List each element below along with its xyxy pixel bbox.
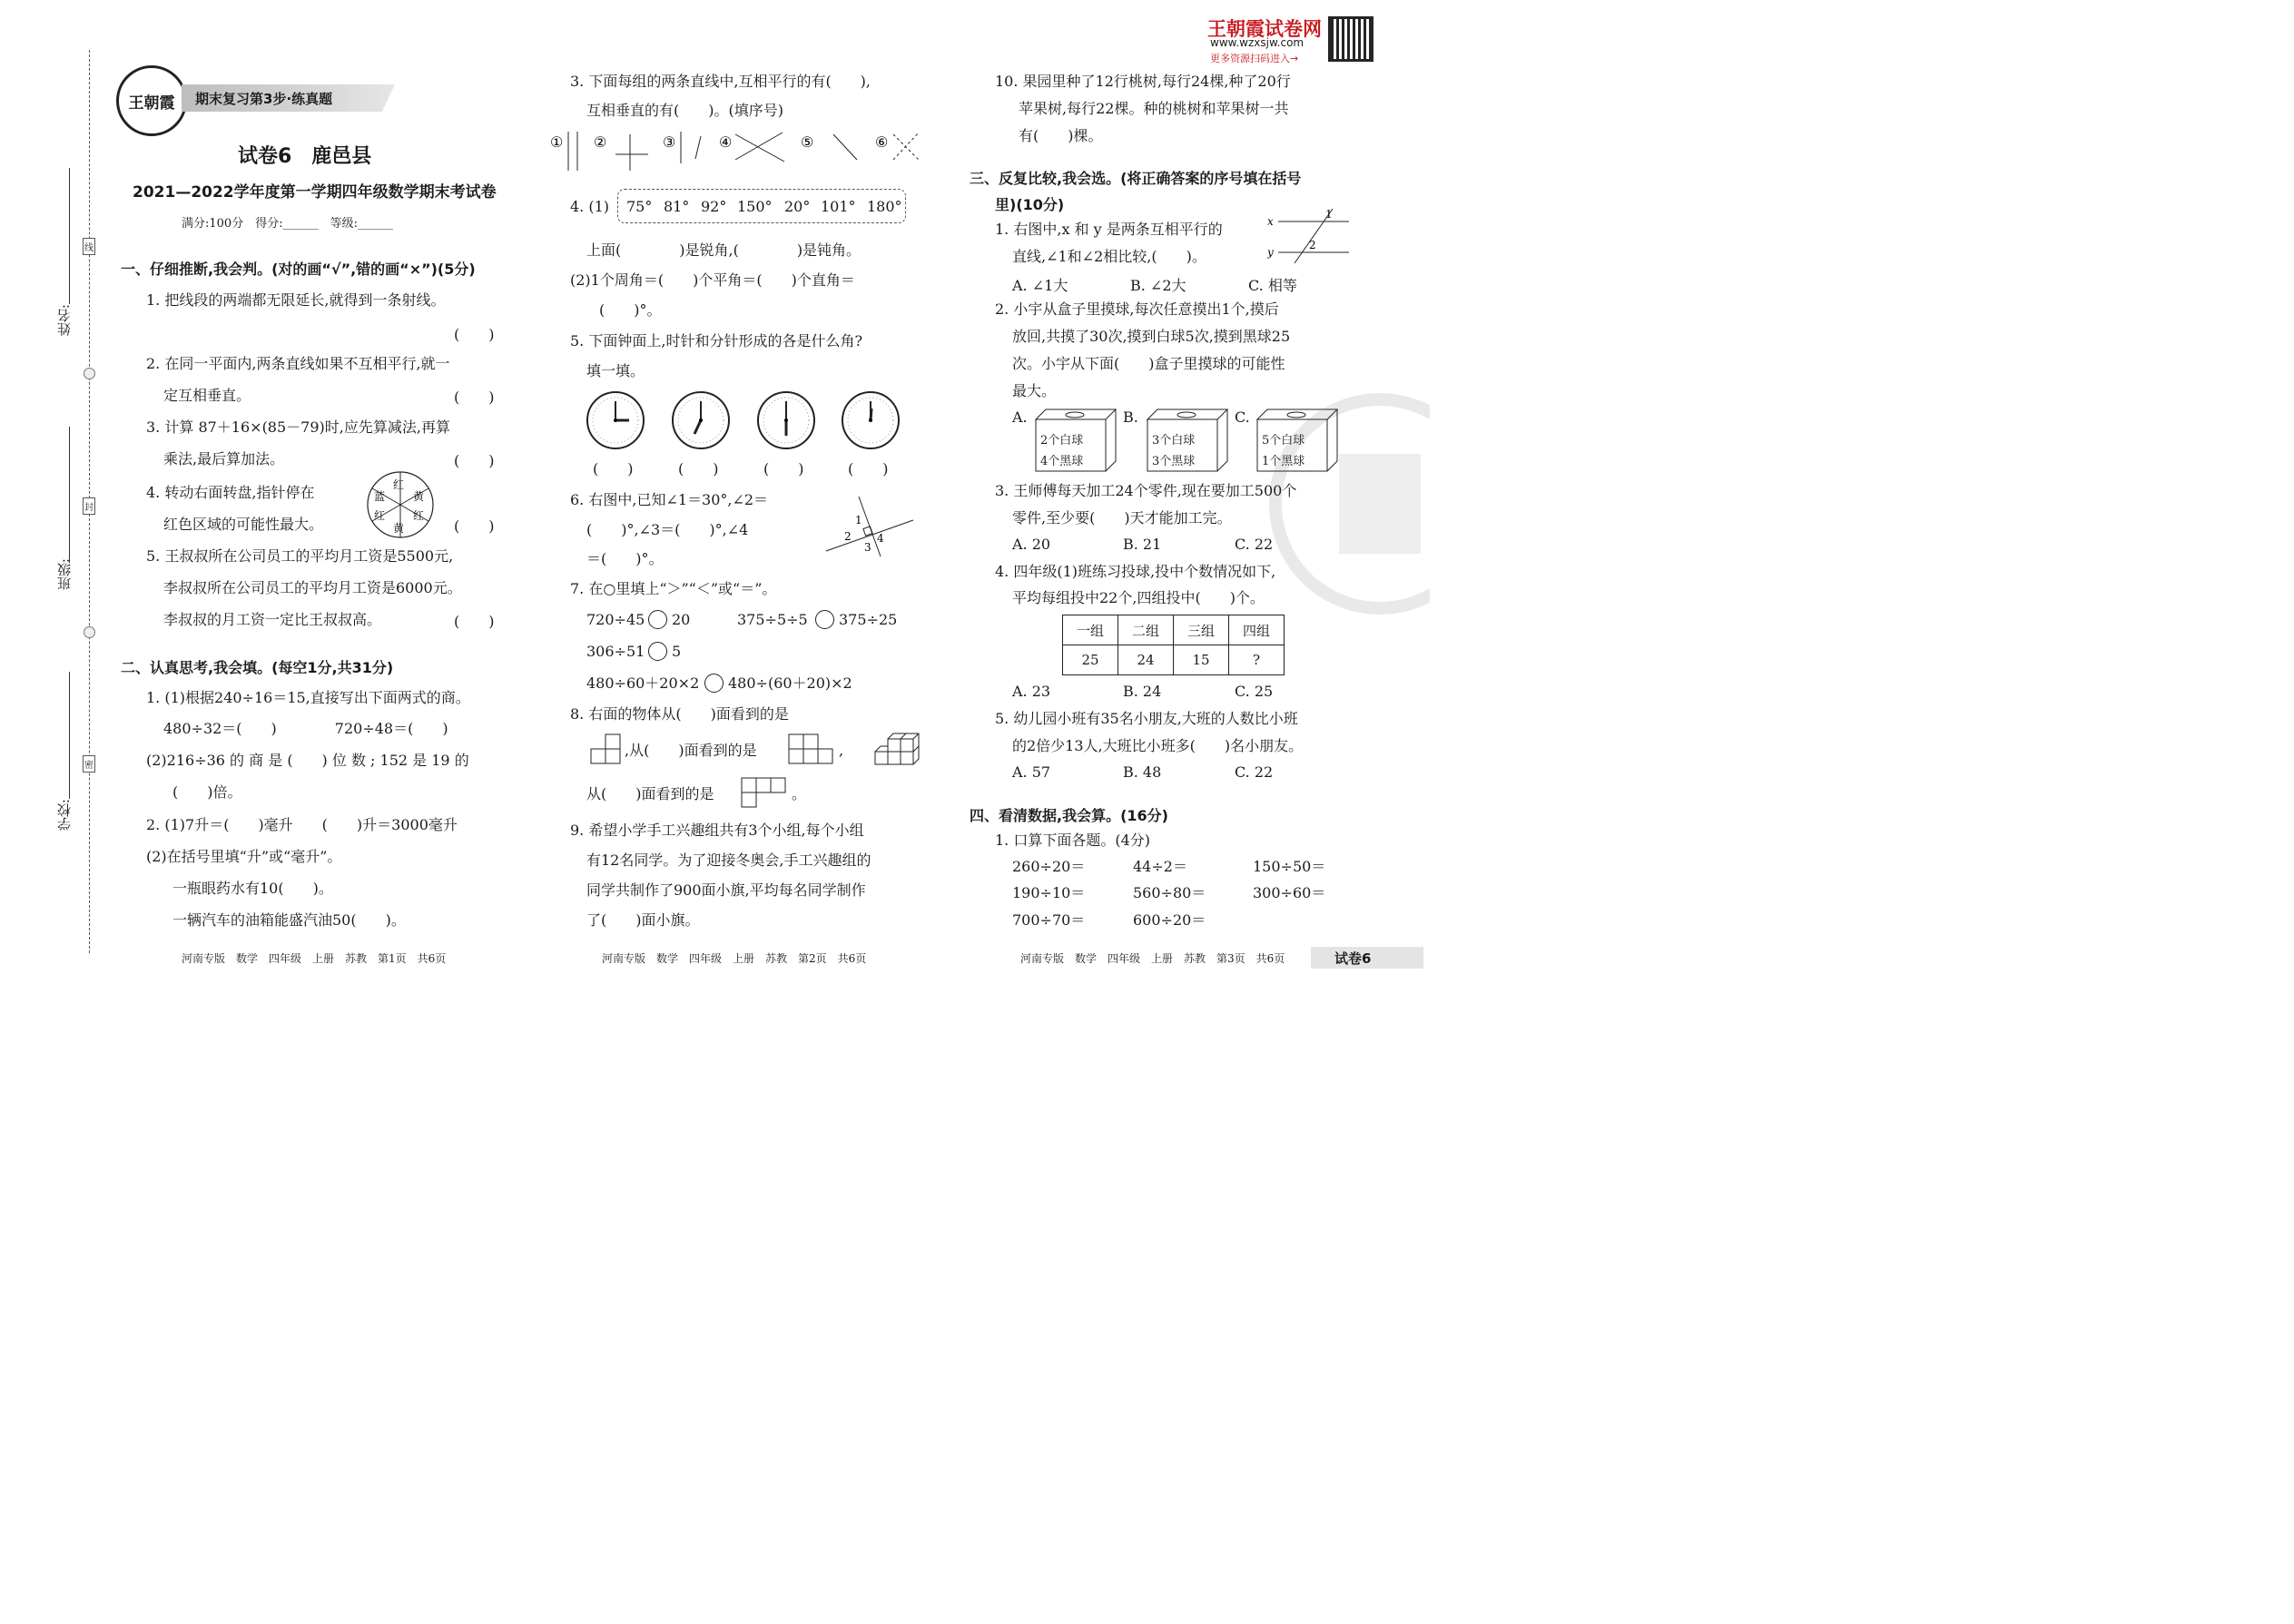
ball-box (1035, 408, 1117, 472)
class-label: 班级: (56, 558, 73, 591)
s3-q1-option-c[interactable]: C. 相等 (1248, 277, 1297, 294)
compare-circle[interactable] (704, 674, 724, 693)
s3-q5a: 5. 幼儿园小班有35名小朋友,大班的人数比小班 (995, 710, 1298, 727)
box-line-1: 5个白球 (1262, 434, 1305, 448)
page-subtitle: 2021—2022学年度第一学期四年级数学期末考试卷 (133, 183, 497, 202)
s3-q3b: 零件,至少要( )天才能加工完。 (1012, 509, 1232, 527)
s3-q2d: 最大。 (1012, 382, 1057, 399)
section-1-heading: 一、仔细推断,我会判。(对的画“√”,错的画“×”)(5分) (121, 261, 476, 278)
s3-q2c: 次。小宇从下面( )盒子里摸球的可能性 (1012, 355, 1285, 372)
s2-q7d: 480÷60＋20×2 (586, 674, 700, 692)
table-header-cell: 三组 (1174, 615, 1229, 645)
seal-mark-3: 密 (83, 755, 95, 773)
s2-q8c2: 。 (792, 785, 807, 802)
qr-code-icon[interactable] (1328, 16, 1373, 62)
s2-q8b: ,从( )面看到的是 (625, 742, 757, 759)
s2-q7c2: 5 (672, 643, 682, 660)
s2-q1c: (2)216÷36 的 商 是 ( ) 位 数 ; 152 是 19 的 (146, 752, 469, 769)
seal-mark-2: 封 (83, 497, 95, 515)
s2-q7: 7. 在○里填上“＞”“＜”或“＝”。 (570, 580, 777, 597)
s2-q3a: 3. 下面每组的两条直线中,互相平行的有( ), (570, 73, 871, 90)
table-header-cell: 二组 (1118, 615, 1174, 645)
throw-table (1062, 615, 1285, 675)
spinner-label: 蓝 (374, 490, 386, 503)
cube-solid-figure (871, 728, 928, 773)
s2-q1d: ( )倍。 (172, 783, 242, 801)
s2-q10a: 10. 果园里种了12行桃树,每行24棵,种了20行 (995, 73, 1291, 90)
page-footer: 河南专版 数学 四年级 上册 苏教 第3页 共6页 (1020, 952, 1285, 965)
box-line-1: 3个白球 (1152, 434, 1196, 448)
s2-q10c: 有( )棵。 (1019, 127, 1103, 144)
clock-answer[interactable]: ( ) (678, 460, 719, 477)
s1-q3a: 3. 计算 87＋16×(85－79)时,应先算减法,再算 (146, 418, 450, 436)
box-option-label[interactable]: C. (1235, 408, 1250, 426)
angle-label: 4 (877, 532, 884, 545)
s2-q8a: 8. 右面的物体从( )面看到的是 (570, 705, 789, 723)
s1-q4b: 红色区域的可能性最大。 (163, 516, 324, 533)
school-label: 学校: (56, 799, 73, 832)
s2-q9a: 9. 希望小学手工兴趣组共有3个小组,每个小组 (570, 822, 864, 839)
s2-q7a2: 20 (672, 611, 691, 628)
spinner-label: 红 (413, 509, 425, 522)
banner-text: 期末复习第3步·练真题 (195, 91, 333, 107)
class-blank[interactable] (69, 427, 70, 563)
s3-q5-option-c[interactable]: C. 22 (1235, 763, 1274, 781)
angle-label: 2 (844, 530, 852, 543)
s2-q7c: 306÷51 (586, 643, 645, 660)
s1-q5b: 李叔叔所在公司员工的平均月工资是6000元。 (163, 579, 462, 596)
s2-q6a: 6. 右图中,已知∠1＝30°,∠2＝ (570, 491, 769, 508)
table-cell: 15 (1174, 645, 1229, 675)
s2-q7b2: 375÷25 (839, 611, 898, 628)
s1-q3b: 乘法,最后算加法。 (163, 450, 285, 468)
s1-q3-answer[interactable]: ( ) (454, 452, 495, 469)
s2-q4b: (2)1个周角＝( )个平角＝( )个直角＝ (570, 271, 855, 289)
clock-face (586, 390, 645, 450)
pair-label: ⑤ (801, 133, 814, 151)
s3-q4-option-c[interactable]: C. 25 (1235, 683, 1274, 700)
page-footer: 河南专版 数学 四年级 上册 苏教 第1页 共6页 (182, 952, 447, 965)
s3-q4b: 平均每组投中22个,四组投中( )个。 (1012, 589, 1265, 606)
watermark-seal-icon (1266, 390, 1430, 617)
angle-item: 101° (821, 198, 856, 215)
line-pairs-figure (550, 127, 931, 172)
section-4-heading: 四、看清数据,我会算。(16分) (970, 807, 1168, 824)
s1-q2a: 2. 在同一平面内,两条直线如果不互相平行,就一 (146, 355, 450, 372)
s3-q1a: 1. 右图中,x 和 y 是两条互相平行的 (995, 221, 1223, 238)
angle-item: 180° (867, 198, 902, 215)
angle-item: 92° (701, 198, 727, 215)
page-title: 试卷6 鹿邑县 (238, 145, 372, 168)
s3-q5-option-a[interactable]: A. 57 (1012, 763, 1051, 781)
score-line: 满分:100分 得分:______ 等级:______ (182, 217, 393, 231)
section-3-heading-cont: 里)(10分) (995, 196, 1065, 213)
line-label-y: y (1267, 246, 1274, 259)
seal-mark-1: 线 (83, 238, 95, 255)
s3-q4-option-b[interactable]: B. 24 (1123, 683, 1162, 700)
box-line-2: 3个黑球 (1152, 455, 1196, 468)
s2-q6b: ( )°,∠3＝( )°,∠4 (586, 521, 749, 538)
s3-q1-option-a[interactable]: A. ∠1大 (1012, 277, 1068, 294)
s3-q2a: 2. 小宇从盒子里摸球,每次任意摸出1个,摸后 (995, 300, 1279, 318)
clock-answer[interactable]: ( ) (593, 460, 634, 477)
angle-label: 1 (1325, 208, 1333, 221)
calc-item: 560÷80＝ (1133, 884, 1206, 901)
s2-q2b: (2)在括号里填“升”或“毫升”。 (146, 848, 342, 865)
compare-circle[interactable] (815, 610, 834, 629)
s2-q8c: 从( )面看到的是 (586, 785, 714, 802)
compare-circle[interactable] (648, 642, 667, 661)
box-option-label[interactable]: B. (1123, 408, 1138, 426)
spinner-figure (366, 470, 435, 539)
calc-item: 150÷50＝ (1253, 858, 1326, 875)
s2-q10b: 苹果树,每行22棵。种的桃树和苹果树一共 (1019, 100, 1289, 117)
s2-q2a: 2. (1)7升＝( )毫升 ( )升＝3000毫升 (146, 816, 458, 833)
logo-badge (116, 65, 187, 136)
parallel-lines-figure (1267, 207, 1351, 263)
s1-q1-answer[interactable]: ( ) (454, 326, 495, 343)
s3-q3-option-c[interactable]: C. 22 (1235, 536, 1274, 553)
s3-q1-option-b[interactable]: B. ∠2大 (1130, 277, 1186, 294)
angle-label: 1 (855, 514, 862, 527)
angle-label: 3 (864, 541, 871, 554)
clock-face (756, 390, 816, 450)
angle-label: 2 (1309, 239, 1316, 251)
s1-q5c: 李叔叔的月工资一定比王叔叔高。 (163, 611, 382, 628)
s2-q8b2: , (839, 742, 844, 759)
s1-q5a: 5. 王叔叔所在公司员工的平均月工资是5500元, (146, 547, 454, 565)
line-label-x: x (1267, 215, 1274, 228)
table-cell: ? (1229, 645, 1285, 675)
s2-q3b: 互相垂直的有( )。(填序号) (586, 102, 783, 119)
paper-tag-text: 试卷6 (1334, 950, 1372, 967)
s2-q6c: ＝( )°。 (586, 550, 664, 567)
angle-item: 75° (626, 198, 653, 215)
section-3-heading: 三、反复比较,我会选。(将正确答案的序号填在括号 (970, 170, 1302, 187)
s2-q9d: 了( )面小旗。 (586, 911, 700, 929)
pair-label: ② (594, 133, 607, 151)
s3-q1b: 直线,∠1和∠2相比较,( )。 (1012, 248, 1206, 265)
clock-answer[interactable]: ( ) (848, 460, 889, 477)
s1-q2b: 定互相垂直。 (163, 387, 251, 404)
s3-q3-option-b[interactable]: B. 21 (1123, 536, 1162, 553)
calc-item: 300÷60＝ (1253, 884, 1326, 901)
s3-q2b: 放回,共摸了30次,摸到白球5次,摸到黑球25 (1012, 328, 1291, 345)
s3-q5-option-b[interactable]: B. 48 (1123, 763, 1162, 781)
s3-q5b: 的2倍少13人,大班比小班多( )名小朋友。 (1012, 737, 1304, 754)
clock-answer[interactable]: ( ) (763, 460, 804, 477)
s3-q4-option-a[interactable]: A. 23 (1012, 683, 1051, 700)
s2-q2d: 一辆汽车的油箱能盛汽油50( )。 (172, 911, 406, 929)
s2-q4c: ( )°。 (599, 301, 662, 319)
pair-label: ① (550, 133, 564, 151)
school-blank[interactable] (69, 672, 70, 799)
angle-figure (824, 495, 915, 558)
table-header-cell: 一组 (1063, 615, 1118, 645)
name-label: 姓名: (56, 304, 73, 337)
name-blank[interactable] (69, 168, 70, 304)
table-cell: 25 (1063, 645, 1118, 675)
pair-label: ④ (719, 133, 733, 151)
s1-q4-answer[interactable]: ( ) (454, 517, 495, 535)
s2-q4a: 上面( )是锐角,( )是钝角。 (586, 241, 861, 259)
spinner-label: 红 (374, 509, 386, 522)
brand-slogan: 更多资源扫码进入→ (1210, 53, 1299, 64)
s2-q7d2: 480÷(60＋20)×2 (728, 674, 852, 692)
calc-item: 260÷20＝ (1012, 858, 1086, 875)
calc-item: 700÷70＝ (1012, 911, 1086, 929)
logo-text: 王朝霞 (128, 94, 175, 113)
s2-q4-label: 4. (1) (570, 198, 610, 215)
angle-item: 20° (784, 198, 811, 215)
s1-q1: 1. 把线段的两端都无限延长,就得到一条射线。 (146, 291, 446, 309)
box-option-label[interactable]: A. (1012, 408, 1028, 426)
view-shape-icon (741, 777, 788, 810)
box-line-1: 2个白球 (1040, 434, 1084, 448)
s2-q7b: 375÷5÷5 (737, 611, 808, 628)
section-2-heading: 二、认真思考,我会填。(每空1分,共31分) (121, 659, 394, 676)
margin-dot-icon (84, 626, 95, 638)
s2-q5a: 5. 下面钟面上,时针和分针形成的各是什么角? (570, 332, 863, 349)
compare-circle[interactable] (648, 610, 667, 629)
spinner-label: 红 (393, 478, 405, 491)
pair-label: ⑥ (875, 133, 889, 151)
s2-q2c: 一瓶眼药水有10( )。 (172, 880, 333, 897)
clock-face (671, 390, 731, 450)
s3-q3a: 3. 王师傅每天加工24个零件,现在要加工500个 (995, 482, 1297, 499)
ball-box (1147, 408, 1228, 472)
calc-item: 190÷10＝ (1012, 884, 1086, 901)
s2-q9c: 同学共制作了900面小旗,平均每名同学制作 (586, 881, 866, 899)
calc-item: 44÷2＝ (1133, 858, 1187, 875)
s1-q4a: 4. 转动右面转盘,指针停在 (146, 484, 315, 501)
s1-q5-answer[interactable]: ( ) (454, 613, 495, 630)
view-shape-icon (788, 733, 835, 766)
brand-url: www.wzxsjw.com (1210, 36, 1305, 49)
page-footer: 河南专版 数学 四年级 上册 苏教 第2页 共6页 (602, 952, 867, 965)
s2-q1a: 1. (1)根据240÷16＝15,直接写出下面两式的商。 (146, 689, 470, 706)
spinner-label: 黄 (413, 490, 425, 503)
view-shape-icon (590, 733, 623, 766)
box-line-2: 1个黑球 (1262, 455, 1305, 468)
clock-face (841, 390, 901, 450)
s1-q2-answer[interactable]: ( ) (454, 389, 495, 406)
s2-q7a: 720÷45 (586, 611, 645, 628)
spinner-label: 黄 (393, 522, 405, 535)
s3-q4a: 4. 四年级(1)班练习投球,投中个数情况如下, (995, 563, 1276, 580)
brand-name: 王朝霞试卷网 (1207, 18, 1322, 40)
s2-q9b: 有12名同学。为了迎接冬奥会,手工兴趣组的 (586, 851, 871, 869)
box-line-2: 4个黑球 (1040, 455, 1084, 468)
calc-item: 600÷20＝ (1133, 911, 1206, 929)
s2-q5b: 填一填。 (586, 362, 645, 379)
angle-item: 150° (737, 198, 773, 215)
table-header-cell: 四组 (1229, 615, 1285, 645)
s2-q1b: 480÷32＝( ) 720÷48＝( ) (163, 720, 448, 737)
angle-item: 81° (664, 198, 690, 215)
margin-dot-icon (84, 368, 95, 379)
pair-label: ③ (663, 133, 676, 151)
table-cell: 24 (1118, 645, 1174, 675)
s4-q1: 1. 口算下面各题。(4分) (995, 832, 1151, 849)
s3-q3-option-a[interactable]: A. 20 (1012, 536, 1051, 553)
